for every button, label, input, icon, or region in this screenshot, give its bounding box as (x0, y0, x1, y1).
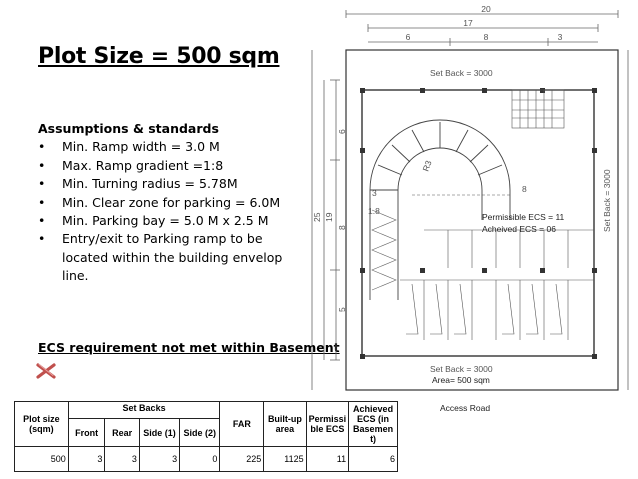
assumption-item: • Min. Clear zone for parking = 6.0M (38, 194, 308, 212)
inner-dim-1-8: 1.8 (368, 206, 380, 216)
cell-side-1: 3 (139, 447, 179, 472)
page-title: Plot Size = 500 sqm (38, 44, 280, 69)
area-label: Area= 500 sqm (432, 375, 490, 385)
assumption-item: • Min. Ramp width = 3.0 M (38, 138, 308, 156)
header-builtup: Built-up area (264, 402, 306, 447)
header-set-backs: Set Backs (68, 402, 220, 419)
setback-top-label: Set Back = 3000 (430, 68, 493, 78)
access-road-label: Access Road (440, 403, 491, 413)
red-cross-icon (36, 362, 56, 380)
assumption-item: • Min. Parking bay = 5.0 M x 2.5 M (38, 212, 308, 230)
achieved-ecs-label: Acheived ECS = 06 (482, 224, 556, 234)
header-front: Front (68, 419, 105, 447)
dim-left-6: 6 (337, 129, 347, 134)
header-side-2: Side (2) (180, 419, 220, 447)
cell-side-2: 0 (180, 447, 220, 472)
dim-left-25: 25 (312, 212, 322, 222)
dim-top-6: 6 (405, 32, 411, 42)
assumption-item: • Entry/exit to Parking ramp to be located within the building envelop line. (38, 230, 308, 285)
ecs-requirement-note: ECS requirement not met within Basement (38, 340, 340, 355)
cell-achieved-ecs: 6 (349, 447, 398, 472)
assumptions-list (38, 138, 308, 285)
assumptions-block (38, 120, 308, 286)
dim-left-19: 19 (324, 212, 334, 222)
cell-rear: 3 (105, 447, 140, 472)
cell-builtup: 1125 (264, 447, 306, 472)
dim-top-3: 3 (557, 32, 563, 42)
inner-dim-r3: R3 (420, 159, 434, 173)
dim-left-8: 8 (337, 225, 347, 230)
inner-dim-8: 8 (522, 184, 527, 194)
header-side-1: Side (1) (139, 419, 179, 447)
header-achieved-ecs: Achieved ECS (in Basemen t) (349, 402, 398, 447)
cell-plot-size: 500 (15, 447, 69, 472)
site-plan-drawing (300, 0, 638, 420)
table-row (15, 447, 398, 472)
dim-top-mid: 17 (463, 18, 473, 28)
header-rear: Rear (105, 419, 140, 447)
header-far: FAR (220, 402, 264, 447)
cell-far: 225 (220, 447, 264, 472)
cell-permissible-ecs: 11 (306, 447, 349, 472)
header-permissible-ecs: Permissi ble ECS (306, 402, 349, 447)
dim-top-8: 8 (483, 32, 489, 42)
setback-bottom-label: Set Back = 3000 (430, 364, 493, 374)
assumptions-heading: Assumptions & standards (38, 121, 219, 136)
inner-dim-3: 3 (372, 188, 377, 198)
header-plot-size: Plot size (sqm) (15, 402, 69, 447)
assumption-item: • Max. Ramp gradient =1:8 (38, 157, 308, 175)
dim-left-5: 5 (337, 307, 347, 312)
setback-right-label: Set Back = 3000 (602, 169, 612, 232)
permissible-ecs-label: Permissible ECS = 11 (482, 212, 565, 222)
assumption-item: • Min. Turning radius = 5.78M (38, 175, 308, 193)
cell-front: 3 (68, 447, 105, 472)
dim-top-total: 20 (481, 4, 491, 14)
